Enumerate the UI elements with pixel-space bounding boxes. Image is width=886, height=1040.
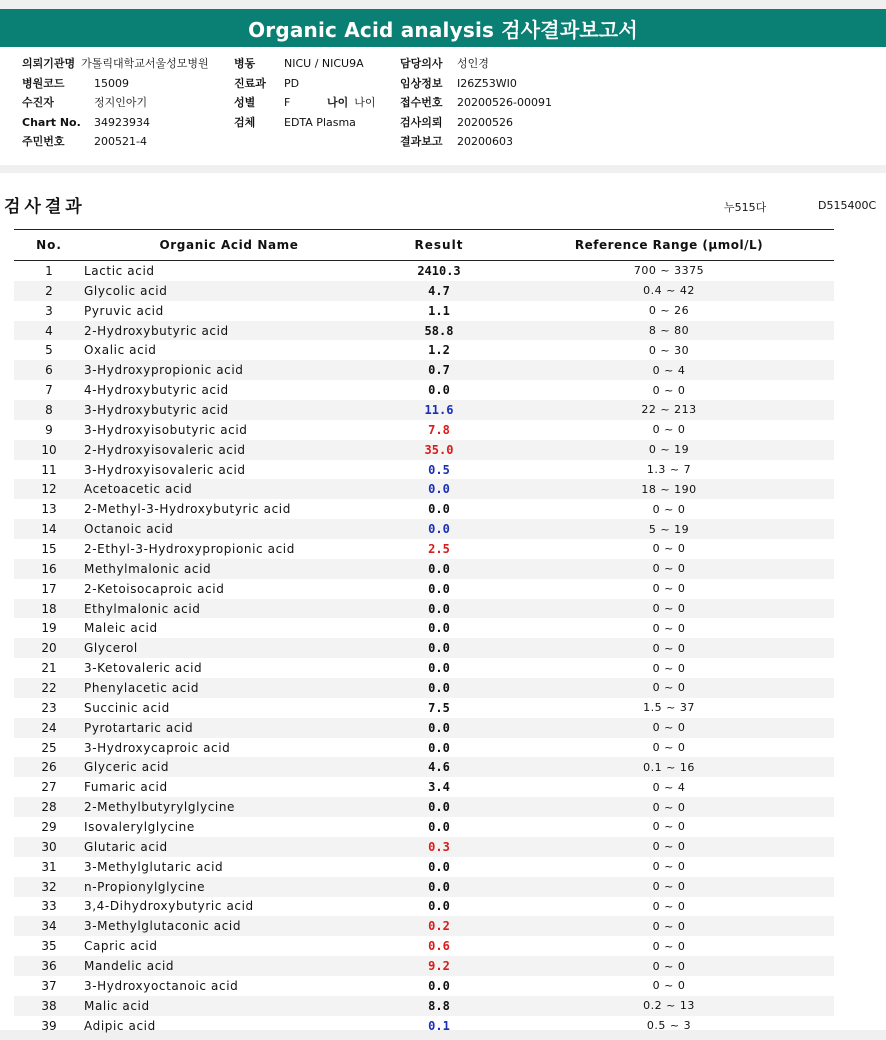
info-label: 검체 <box>234 116 256 129</box>
row-number: 8 <box>45 402 53 417</box>
row-number: 4 <box>45 323 53 338</box>
row-number: 9 <box>45 422 53 437</box>
table-row <box>14 519 834 539</box>
info-value: 성인경 <box>457 57 489 70</box>
info-label: 결과보고 <box>400 135 443 148</box>
row-number: 35 <box>41 939 57 954</box>
row-acid-name: Acetoacetic acid <box>84 482 193 497</box>
row-acid-name: 2-Ketoisocaproic acid <box>84 581 225 596</box>
row-result: 2410.3 <box>417 263 461 278</box>
row-number: 34 <box>41 919 57 934</box>
row-acid-name: Succinic acid <box>84 700 170 715</box>
table-row <box>14 281 834 301</box>
table-row <box>14 1016 834 1036</box>
row-acid-name: 3-Hydroxyisovaleric acid <box>84 462 246 477</box>
info-value: 정지인아기 <box>94 96 148 109</box>
info-value: NICU / NICU9A <box>284 56 364 70</box>
info-clinical-info <box>400 75 517 91</box>
table-row <box>14 599 834 619</box>
row-acid-name: Phenylacetic acid <box>84 680 200 695</box>
row-number: 17 <box>41 581 57 596</box>
info-label: 병원코드 <box>22 77 65 90</box>
row-result: 0.0 <box>428 899 450 914</box>
row-reference-range: 0 ~ 0 <box>652 621 686 635</box>
row-result: 0.0 <box>428 859 450 874</box>
row-acid-name: 3-Hydroxycaproic acid <box>84 740 231 755</box>
row-number: 32 <box>41 879 57 894</box>
row-reference-range: 0 ~ 4 <box>652 780 686 794</box>
row-reference-range: 0 ~ 0 <box>652 423 686 437</box>
row-result: 0.0 <box>428 561 450 576</box>
table-row <box>14 797 834 817</box>
table-row <box>14 837 834 857</box>
row-reference-range: 0 ~ 30 <box>648 343 690 357</box>
table-row <box>14 996 834 1016</box>
info-specimen <box>234 114 356 130</box>
info-value: EDTA Plasma <box>284 115 356 129</box>
row-result: 0.0 <box>428 383 450 398</box>
row-result: 4.6 <box>428 760 450 775</box>
report-title: Organic Acid analysis 검사결과보고서 <box>0 9 886 47</box>
row-acid-name: n-Propionylglycine <box>84 879 206 894</box>
row-reference-range: 0 ~ 0 <box>652 502 686 516</box>
row-number: 36 <box>41 959 57 973</box>
row-reference-range: 0 ~ 0 <box>652 899 686 913</box>
row-reference-range: 0 ~ 0 <box>652 741 686 755</box>
row-result: 9.2 <box>428 959 450 973</box>
row-result: 0.1 <box>428 1018 450 1033</box>
row-reference-range: 0 ~ 0 <box>652 820 686 834</box>
row-number: 15 <box>41 541 57 556</box>
row-reference-range: 0 ~ 0 <box>652 582 686 596</box>
row-acid-name: 2-Ethyl-3-Hydroxypropionic acid <box>84 541 295 556</box>
table-row <box>14 857 834 877</box>
row-acid-name: Glutaric acid <box>84 839 168 854</box>
row-result: 0.7 <box>428 363 450 378</box>
row-reference-range: 0 ~ 0 <box>652 979 686 993</box>
info-receipt-no <box>400 94 552 110</box>
info-label: Chart No. <box>22 115 81 129</box>
row-acid-name: Isovalerylglycine <box>84 819 195 834</box>
row-reference-range: 0 ~ 0 <box>652 542 686 556</box>
row-result: 0.6 <box>428 939 450 954</box>
info-value: 나이 <box>354 96 376 109</box>
row-result: 0.0 <box>428 978 450 993</box>
table-row <box>14 897 834 917</box>
info-request-date <box>400 114 513 130</box>
table-row <box>14 618 834 638</box>
row-reference-range: 0 ~ 0 <box>652 383 686 397</box>
table-row <box>14 638 834 658</box>
row-reference-range: 0 ~ 26 <box>648 304 690 318</box>
row-reference-range: 18 ~ 190 <box>641 482 697 496</box>
table-row <box>14 916 834 936</box>
info-ward <box>234 55 364 71</box>
row-acid-name: Maleic acid <box>84 621 158 636</box>
row-number: 29 <box>41 819 57 834</box>
row-acid-name: Oxalic acid <box>84 343 157 358</box>
row-result: 0.0 <box>428 581 450 596</box>
row-result: 0.0 <box>428 522 450 537</box>
row-result: 0.0 <box>428 680 450 695</box>
info-value: 가톨릭대학교서울성모병원 <box>81 57 209 70</box>
row-acid-name: Octanoic acid <box>84 522 174 537</box>
info-label: 주민번호 <box>22 135 65 148</box>
row-number: 13 <box>41 502 57 517</box>
row-result: 7.8 <box>428 422 450 437</box>
table-row <box>14 658 834 678</box>
patient-info-panel <box>0 47 886 165</box>
table-row <box>14 698 834 718</box>
table-row <box>14 579 834 599</box>
row-acid-name: 3-Hydroxypropionic acid <box>84 363 244 378</box>
table-row <box>14 539 834 559</box>
row-result: 0.0 <box>428 502 450 517</box>
row-reference-range: 0 ~ 19 <box>648 443 690 457</box>
row-reference-range: 0 ~ 0 <box>652 880 686 894</box>
row-number: 3 <box>45 303 53 318</box>
row-acid-name: 2-Hydroxybutyric acid <box>84 323 229 338</box>
header-no: No. <box>36 238 62 252</box>
row-reference-range: 0 ~ 0 <box>652 840 686 854</box>
row-result: 0.2 <box>428 919 450 934</box>
table-row <box>14 559 834 579</box>
row-acid-name: Malic acid <box>84 998 150 1013</box>
row-reference-range: 0 ~ 0 <box>652 939 686 953</box>
row-number: 5 <box>45 343 53 358</box>
table-row <box>14 261 834 281</box>
row-number: 6 <box>45 363 53 378</box>
info-label: 병동 <box>234 57 256 70</box>
row-number: 38 <box>41 998 57 1013</box>
header-name: Organic Acid Name <box>159 238 299 252</box>
row-number: 1 <box>45 263 53 278</box>
row-number: 12 <box>41 482 57 497</box>
info-label: 수진자 <box>22 96 54 109</box>
row-result: 0.3 <box>428 839 450 854</box>
table-row <box>14 400 834 420</box>
row-reference-range: 0.2 ~ 13 <box>643 999 695 1013</box>
header-result: Result <box>414 238 464 252</box>
row-number: 24 <box>41 720 57 735</box>
table-row <box>14 479 834 499</box>
row-number: 21 <box>41 661 57 676</box>
row-reference-range: 22 ~ 213 <box>641 403 697 417</box>
info-label: 검사의뢰 <box>400 116 443 129</box>
info-label: 담당의사 <box>400 57 443 70</box>
row-number: 30 <box>41 839 57 854</box>
table-row <box>14 777 834 797</box>
row-acid-name: 3,4-Dihydroxybutyric acid <box>84 899 254 914</box>
row-number: 20 <box>41 641 57 656</box>
info-chart-no <box>22 114 150 130</box>
row-number: 37 <box>41 978 57 993</box>
row-reference-range: 1.3 ~ 7 <box>646 463 692 477</box>
table-row <box>14 420 834 440</box>
table-row <box>14 678 834 698</box>
row-result: 0.0 <box>428 661 450 676</box>
info-value: 20200603 <box>457 134 513 148</box>
row-reference-range: 1.5 ~ 37 <box>643 701 695 715</box>
info-label: 진료과 <box>234 77 266 90</box>
row-result: 58.8 <box>424 323 454 338</box>
row-reference-range: 0 ~ 0 <box>652 602 686 616</box>
row-number: 25 <box>41 740 57 755</box>
row-result: 0.0 <box>428 800 450 815</box>
info-sex <box>234 94 290 110</box>
table-row <box>14 877 834 897</box>
table-row <box>14 380 834 400</box>
row-number: 22 <box>41 680 57 695</box>
row-result: 8.8 <box>428 998 450 1013</box>
row-result: 0.0 <box>428 601 450 616</box>
row-acid-name: 3-Methylglutaric acid <box>84 859 224 874</box>
row-number: 16 <box>41 561 57 576</box>
row-acid-name: 3-Methylglutaconic acid <box>84 919 242 934</box>
row-acid-name: Glycerol <box>84 641 138 656</box>
info-label: 나이 <box>327 96 349 109</box>
row-reference-range: 0 ~ 0 <box>652 661 686 675</box>
row-number: 14 <box>41 522 57 537</box>
table-row <box>14 440 834 460</box>
row-reference-range: 0 ~ 4 <box>652 363 686 377</box>
document-code: 누515다 <box>724 201 767 214</box>
row-number: 11 <box>41 462 57 477</box>
row-reference-range: 0 ~ 0 <box>652 860 686 874</box>
info-department <box>234 75 299 91</box>
info-value: PD <box>284 76 300 90</box>
info-label: 접수번호 <box>400 96 443 109</box>
row-result: 0.0 <box>428 482 450 497</box>
table-row <box>14 757 834 777</box>
row-reference-range: 0 ~ 0 <box>652 721 686 735</box>
section-title: 검사결과 <box>4 197 86 217</box>
info-label: 의뢰기관명 <box>22 57 76 70</box>
info-label: 임상정보 <box>400 77 443 90</box>
info-requesting-institution <box>22 55 209 71</box>
table-row <box>14 499 834 519</box>
row-result: 7.5 <box>428 700 450 715</box>
info-value: 200521-4 <box>94 134 147 148</box>
table-row <box>14 301 834 321</box>
test-code: D515400C <box>818 199 877 212</box>
info-age <box>327 94 376 110</box>
row-result: 1.2 <box>428 343 450 358</box>
row-result: 0.0 <box>428 641 450 656</box>
row-number: 7 <box>45 383 53 398</box>
row-result: 2.5 <box>428 541 450 556</box>
row-reference-range: 0 ~ 0 <box>652 562 686 576</box>
row-reference-range: 700 ~ 3375 <box>633 264 705 278</box>
row-number: 27 <box>41 780 57 795</box>
info-hospital-code <box>22 75 129 91</box>
info-resident-no <box>22 133 147 149</box>
row-number: 18 <box>41 601 57 616</box>
row-acid-name: 3-Hydroxyoctanoic acid <box>84 978 239 993</box>
info-value: F <box>284 95 291 109</box>
row-reference-range: 0 ~ 0 <box>652 681 686 695</box>
info-value: 34923934 <box>94 115 150 129</box>
info-report-date <box>400 133 513 149</box>
row-result: 11.6 <box>424 402 454 417</box>
table-row <box>14 976 834 996</box>
row-reference-range: 0.4 ~ 42 <box>643 284 695 298</box>
row-acid-name: Glyceric acid <box>84 760 170 775</box>
row-reference-range: 0 ~ 0 <box>652 641 686 655</box>
row-acid-name: Pyrotartaric acid <box>84 720 194 735</box>
row-acid-name: 2-Methylbutyrylglycine <box>84 800 236 815</box>
info-value: I26Z53WI0 <box>457 76 517 90</box>
row-result: 0.0 <box>428 819 450 834</box>
row-result: 0.0 <box>428 621 450 636</box>
row-acid-name: 2-Hydroxyisovaleric acid <box>84 442 246 457</box>
row-acid-name: Lactic acid <box>84 263 155 278</box>
row-number: 31 <box>41 859 57 874</box>
row-result: 1.1 <box>428 303 450 318</box>
row-result: 35.0 <box>424 442 454 457</box>
row-reference-range: 0 ~ 0 <box>652 919 686 933</box>
info-value: 15009 <box>94 76 129 90</box>
row-number: 26 <box>41 760 57 775</box>
row-number: 23 <box>41 700 57 715</box>
table-row <box>14 738 834 758</box>
table-body <box>14 261 834 1036</box>
row-result: 0.0 <box>428 720 450 735</box>
row-acid-name: 4-Hydroxybutyric acid <box>84 383 229 398</box>
row-acid-name: Adipic acid <box>84 1018 156 1033</box>
row-result: 0.5 <box>428 462 450 477</box>
row-reference-range: 0 ~ 0 <box>652 959 686 973</box>
row-number: 28 <box>41 800 57 815</box>
row-acid-name: 3-Ketovaleric acid <box>84 661 203 676</box>
row-acid-name: Ethylmalonic acid <box>84 601 201 616</box>
info-physician <box>400 55 489 71</box>
header-reference: Reference Range (μmol/L) <box>574 238 764 252</box>
row-acid-name: 2-Methyl-3-Hydroxybutyric acid <box>84 502 291 517</box>
row-acid-name: 3-Hydroxyisobutyric acid <box>84 422 248 437</box>
info-value: 20200526-00091 <box>457 95 552 109</box>
table-header <box>14 229 834 261</box>
row-acid-name: Fumaric acid <box>84 780 168 795</box>
row-result: 0.0 <box>428 879 450 894</box>
row-number: 39 <box>41 1018 57 1033</box>
row-acid-name: Glycolic acid <box>84 283 168 298</box>
table-row <box>14 817 834 837</box>
table-row <box>14 956 834 976</box>
table-row <box>14 340 834 360</box>
row-result: 3.4 <box>428 780 450 795</box>
info-label: 성별 <box>234 96 256 109</box>
table-row <box>14 360 834 380</box>
row-reference-range: 0.1 ~ 16 <box>643 760 695 774</box>
row-number: 19 <box>41 621 57 636</box>
row-acid-name: Capric acid <box>84 939 158 954</box>
info-value: 20200526 <box>457 115 513 129</box>
row-reference-range: 0.5 ~ 3 <box>646 1019 692 1033</box>
row-number: 2 <box>45 283 53 298</box>
row-reference-range: 5 ~ 19 <box>648 522 690 536</box>
row-reference-range: 8 ~ 80 <box>648 324 690 337</box>
results-table <box>14 229 834 1036</box>
row-reference-range: 0 ~ 0 <box>652 800 686 814</box>
table-row <box>14 718 834 738</box>
table-row <box>14 936 834 956</box>
row-number: 10 <box>41 442 57 457</box>
row-acid-name: 3-Hydroxybutyric acid <box>84 402 229 417</box>
info-patient-name <box>22 94 147 110</box>
row-acid-name: Pyruvic acid <box>84 303 164 318</box>
table-row <box>14 460 834 480</box>
row-result: 0.0 <box>428 740 450 755</box>
row-number: 33 <box>41 899 57 914</box>
row-result: 4.7 <box>428 283 450 298</box>
row-acid-name: Methylmalonic acid <box>84 561 212 576</box>
table-row <box>14 321 834 341</box>
row-acid-name: Mandelic acid <box>84 959 175 973</box>
